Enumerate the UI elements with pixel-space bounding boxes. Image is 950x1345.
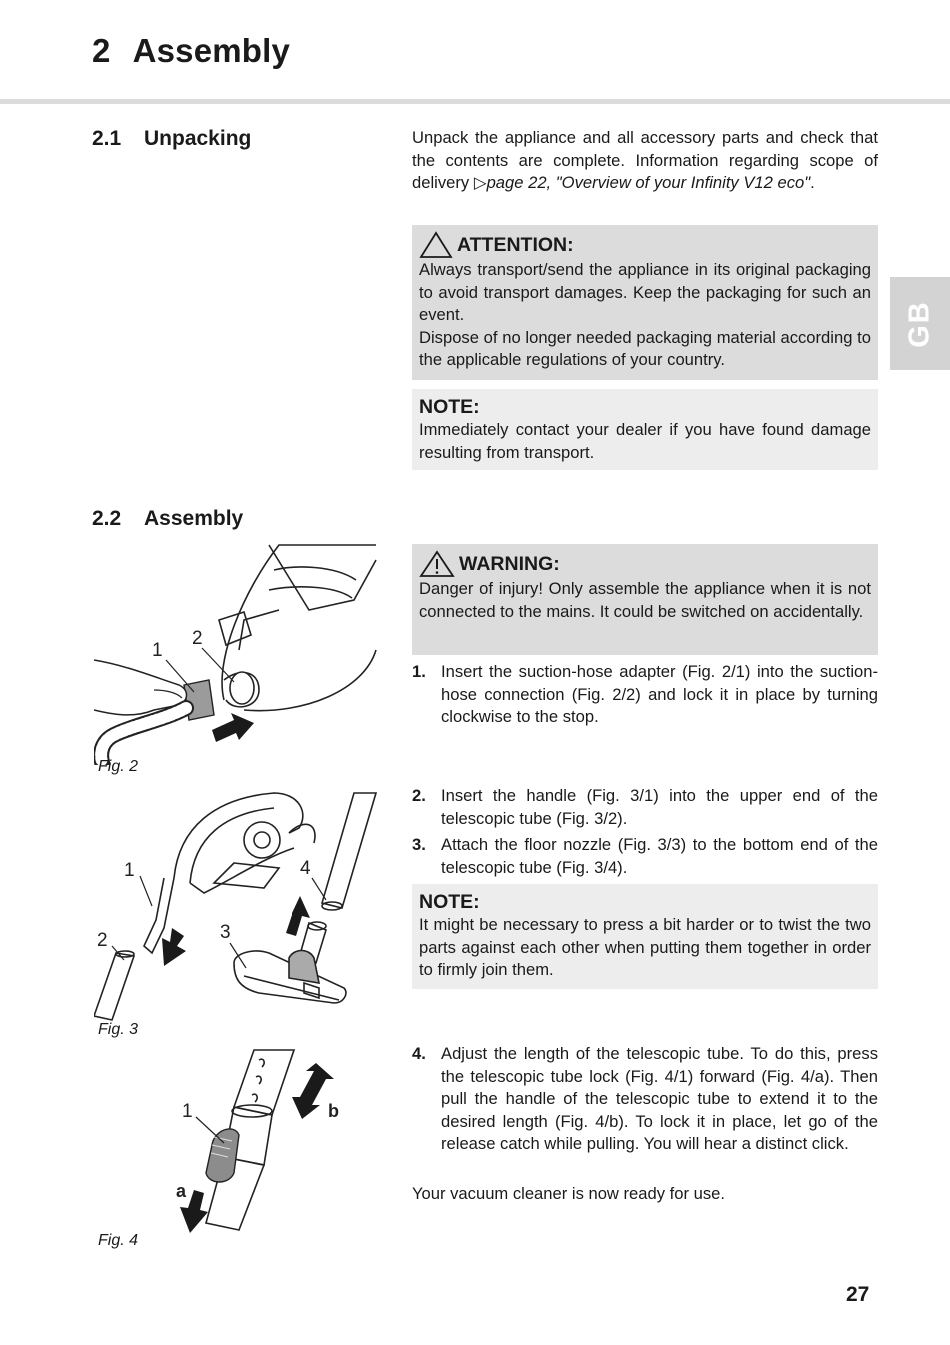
fig3-label-3: 3 <box>220 922 231 943</box>
note-text: It might be necessary to press a bit harder or to twist the two parts against each other when putting them together in order to firmly join them. <box>419 915 871 980</box>
intro-end: . <box>810 173 815 193</box>
note-heading: NOTE: <box>419 891 480 913</box>
step-number: 1. <box>412 662 426 681</box>
section-number: 2.2 <box>92 507 122 530</box>
step-number: 4. <box>412 1044 426 1063</box>
figure-4 <box>94 1045 384 1235</box>
language-tab <box>890 277 950 370</box>
section-title: Unpacking <box>144 127 252 150</box>
step-item <box>412 1043 878 1156</box>
figure-caption: Fig. 2 <box>98 758 139 775</box>
cross-reference-link[interactable]: page 22, "Overview of your Infinity V12 eco" <box>486 173 811 193</box>
note-heading: NOTE: <box>419 396 480 418</box>
step-item <box>412 785 878 830</box>
chapter-title <box>92 32 290 70</box>
fig3-label-2: 2 <box>97 930 108 951</box>
note-box-assembly <box>412 884 878 989</box>
fig2-label-1: 1 <box>152 640 163 661</box>
intro-text: Unpack the appliance and all accessory parts and check that the contents are complete. Information regarding scope of delivery <box>412 128 878 193</box>
chapter-title-text: Assembly <box>132 32 291 69</box>
language-tab-label: GB <box>903 299 936 348</box>
attention-text-1: Always transport/send the appliance in its original packaging to avoid transport damages. Keep the packaging for such an event. <box>419 260 871 325</box>
step-text: Insert the suction-hose adapter (Fig. 2/1) into the suction-hose connection (Fig. 2/2) and lock it in place by turning clockwise to the stop. <box>441 662 878 727</box>
closing-text: Your vacuum cleaner is now ready for use. <box>412 1184 725 1203</box>
step-text: Insert the handle (Fig. 3/1) into the upper end of the telescopic tube (Fig. 3/2). <box>441 786 878 828</box>
step-text: Adjust the length of the telescopic tube. To do this, press the telescopic tube lock (Fig. 4/1) forward (Fig. 4/a). Then pull the handle of the telescopic tube to extend it to the desired length (Fig. 4/b). To lock it in place, let go of the release catch while pulling. You will hear a distinct click. <box>441 1044 878 1154</box>
warning-heading-text: WARNING: <box>459 553 560 575</box>
fig4-label-b: b <box>328 1101 339 1121</box>
fig3-label-4: 4 <box>300 858 311 879</box>
note-box-transport <box>412 389 878 470</box>
chapter-divider <box>0 99 950 104</box>
attention-text-2: Dispose of no longer needed packaging material according to the applicable regulations of your country. <box>419 327 871 370</box>
vacuum-hose-illustration <box>94 540 384 765</box>
attention-heading-text: ATTENTION: <box>457 234 574 256</box>
note-text: Immediately contact your dealer if you have found damage resulting from transport. <box>419 420 871 462</box>
unpacking-intro <box>412 127 878 195</box>
step-number: 2. <box>412 786 426 805</box>
warning-heading <box>419 550 871 578</box>
chapter-number: 2 <box>92 32 111 69</box>
handle-tube-nozzle-illustration <box>94 788 384 1023</box>
section-title: Assembly <box>144 507 244 530</box>
page-number: 27 <box>846 1283 870 1306</box>
fig4-label-a: a <box>176 1181 187 1201</box>
warning-text: Danger of injury! Only assemble the appliance when it is not connected to the mains. It could be switched on accidentally. <box>419 579 871 621</box>
telescopic-tube-illustration <box>94 1045 384 1235</box>
step-item <box>412 834 878 879</box>
step-text: Attach the floor nozzle (Fig. 3/3) to the bottom end of the telescopic tube (Fig. 3/4). <box>441 835 878 877</box>
step-item <box>412 661 878 729</box>
warning-triangle-icon <box>419 231 453 259</box>
attention-heading <box>419 231 871 259</box>
warning-box <box>412 544 878 655</box>
figure-3 <box>94 788 384 1023</box>
exclamation-triangle-icon <box>419 550 455 578</box>
figure-caption: Fig. 3 <box>98 1021 139 1038</box>
section-number: 2.1 <box>92 127 122 150</box>
fig2-label-2: 2 <box>192 628 203 649</box>
step-number: 3. <box>412 835 426 854</box>
attention-box <box>412 225 878 380</box>
section-heading-assembly <box>92 507 243 531</box>
cross-reference-arrow: ▷ <box>473 173 487 193</box>
figure-2 <box>94 540 384 765</box>
fig3-label-1: 1 <box>124 860 135 881</box>
figure-caption: Fig. 4 <box>98 1232 139 1249</box>
section-heading-unpacking <box>92 127 251 151</box>
fig4-label-1: 1 <box>182 1101 193 1122</box>
